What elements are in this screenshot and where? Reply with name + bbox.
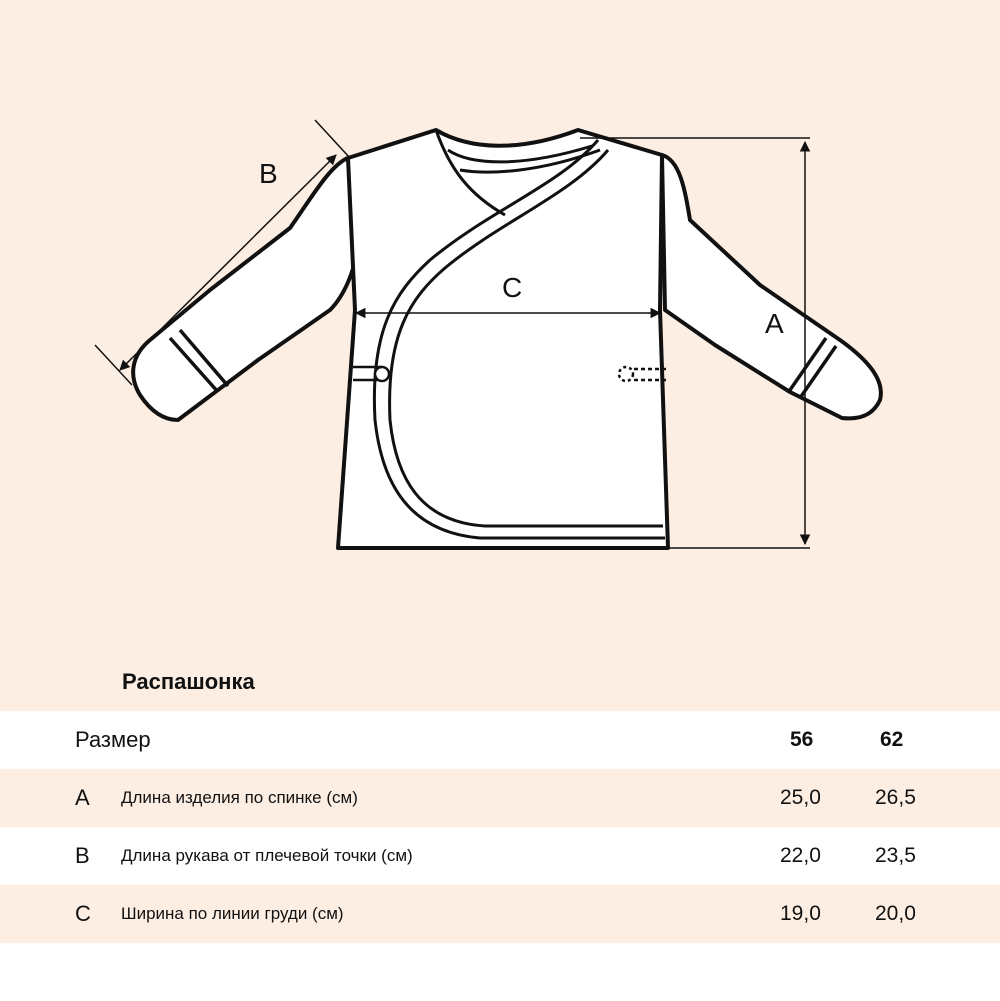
right-sleeve xyxy=(662,155,881,418)
left-sleeve xyxy=(133,158,356,420)
dimension-label-a: A xyxy=(765,308,784,339)
dimension-label-c: C xyxy=(502,272,523,303)
table-footer-space xyxy=(0,943,1000,1001)
row-description: Длина рукава от плечевой точки (см) xyxy=(121,846,413,865)
row-description: Длина изделия по спинке (см) xyxy=(121,788,358,807)
size-62-header: 62 xyxy=(880,728,904,751)
row-value-62: 26,5 xyxy=(875,786,916,809)
size-56-header: 56 xyxy=(790,728,814,751)
row-description: Ширина по линии груди (см) xyxy=(121,904,344,923)
table-title-band xyxy=(0,655,1000,711)
table-row xyxy=(0,885,1000,943)
row-value-62: 23,5 xyxy=(875,844,916,867)
row-value-56: 22,0 xyxy=(780,844,821,867)
row-value-56: 19,0 xyxy=(780,902,821,925)
body xyxy=(338,130,668,548)
table-row xyxy=(0,769,1000,827)
table-header-row xyxy=(0,711,1000,769)
row-key: C xyxy=(75,901,91,926)
dimension-label-b: B xyxy=(259,158,278,189)
table-row xyxy=(0,827,1000,885)
left-button xyxy=(375,367,389,381)
dim-b-ext-top xyxy=(315,120,350,158)
row-key: B xyxy=(75,843,90,868)
product-title: Распашонка xyxy=(122,669,255,694)
dim-b-ext-bottom xyxy=(95,345,132,385)
row-value-62: 20,0 xyxy=(875,902,916,925)
row-key: A xyxy=(75,785,90,810)
size-header-label: Размер xyxy=(75,727,151,752)
row-value-56: 25,0 xyxy=(780,786,821,809)
